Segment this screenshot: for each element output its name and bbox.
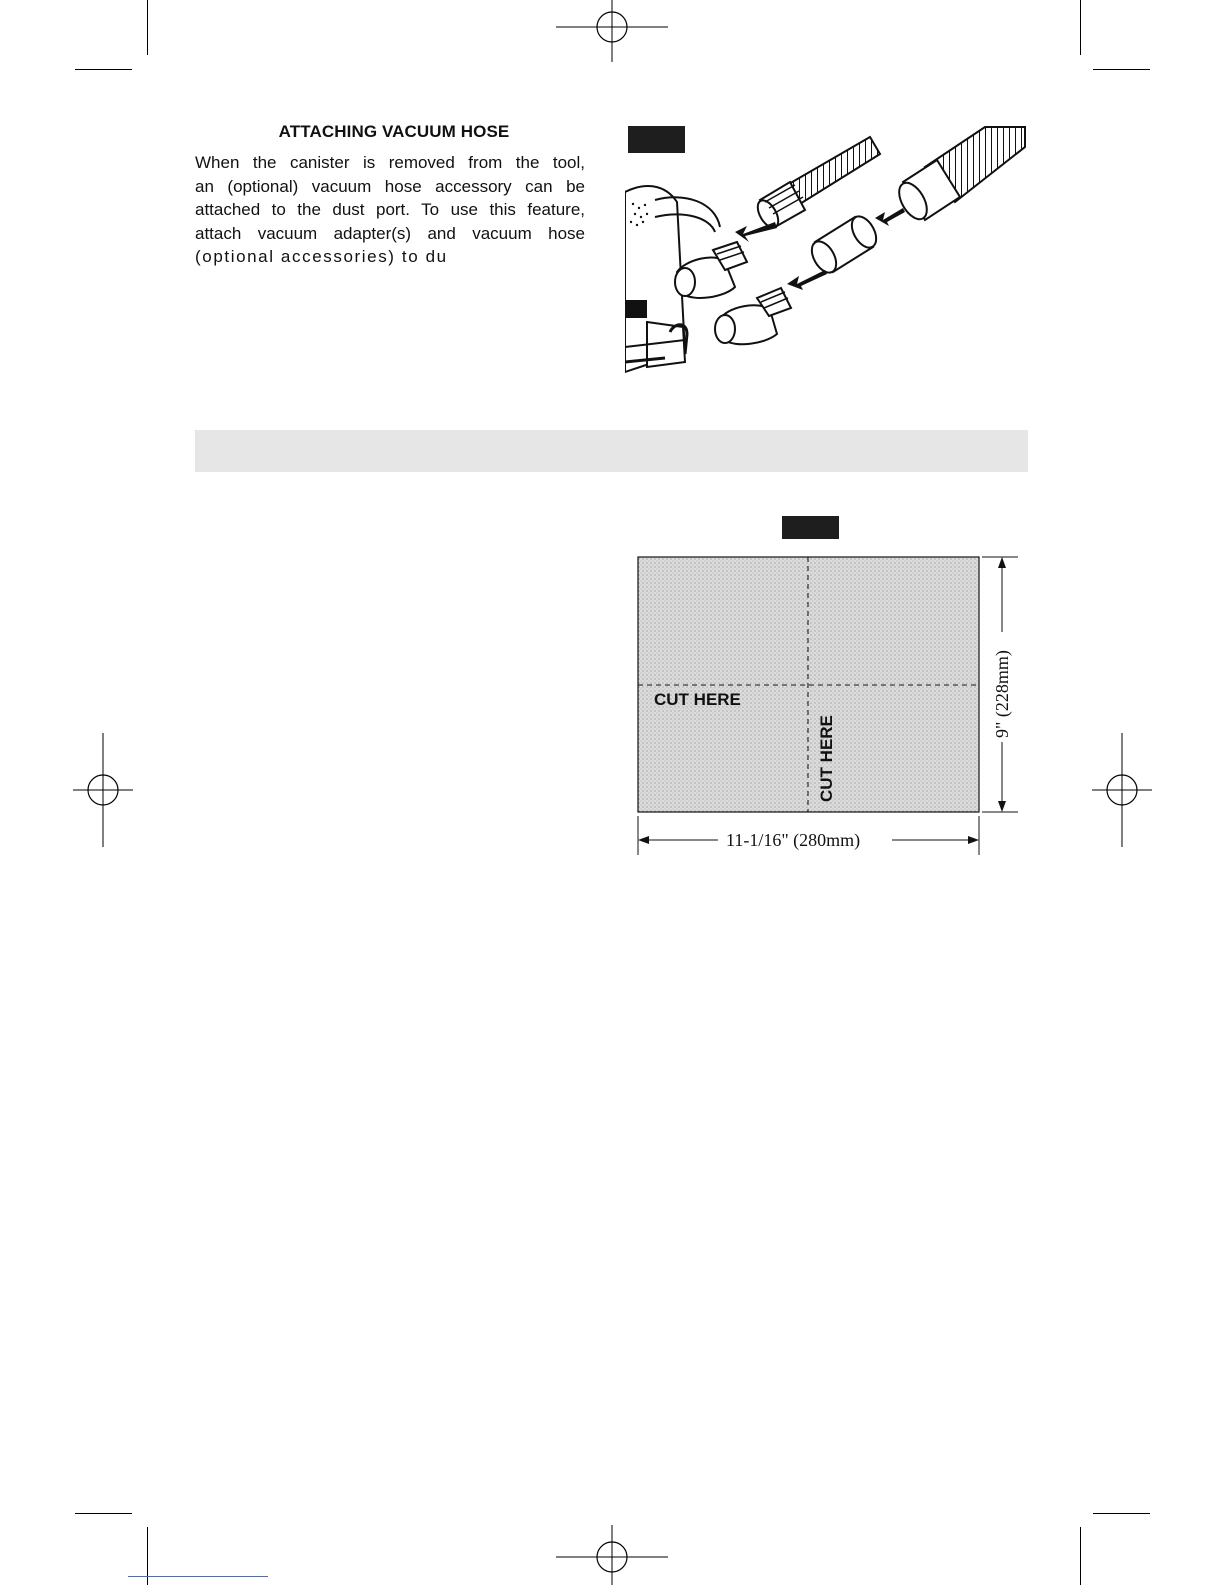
paragraph-line: an (optional) vacuum hose accessory can be [195,176,585,196]
width-dimension-label: 11-1/16" (280mm) [726,830,861,850]
crop-mark [1080,1527,1081,1585]
cut-here-label: CUT HERE [817,715,836,802]
paragraph-line: attached to the dust port. To use this feature, [195,200,585,219]
paragraph-line: (optional accessories) to du [195,247,448,266]
hose-connector-icon [807,212,881,276]
vacuum-adapter-icon [715,288,791,344]
arrowhead-icon [998,801,1006,812]
link-underline [128,1576,268,1577]
cut-here-label: CUT HERE [654,690,741,709]
arrowhead-icon [968,836,979,844]
height-dimension-label: 9" (228mm) [992,650,1012,738]
figure-tag [782,516,839,539]
registration-target-icon [556,0,668,62]
sanding-sheet-diagram [630,550,1030,860]
arrowhead-icon [998,557,1006,568]
vacuum-hose-illustration [625,122,1035,384]
crop-mark [1093,69,1150,70]
section-band [195,430,1028,472]
crop-mark [1080,0,1081,55]
crop-mark [75,1513,132,1514]
registration-target-icon [73,733,133,847]
crop-mark [147,0,148,55]
body-paragraph [195,151,585,269]
registration-target-icon [1092,733,1152,847]
section-heading: ATTACHING VACUUM HOSE [278,122,510,141]
registration-target-icon [556,1525,668,1585]
arrowhead-icon [638,836,649,844]
dust-port-adapter-icon [675,242,747,298]
vacuum-hose-icon [893,127,1025,224]
paragraph-line: When the canister is removed from the tool, [195,153,585,172]
crop-mark [1093,1513,1150,1514]
crop-mark [75,69,132,70]
paragraph-line: attach vacuum adapter(s) and vacuum hose [195,223,585,243]
